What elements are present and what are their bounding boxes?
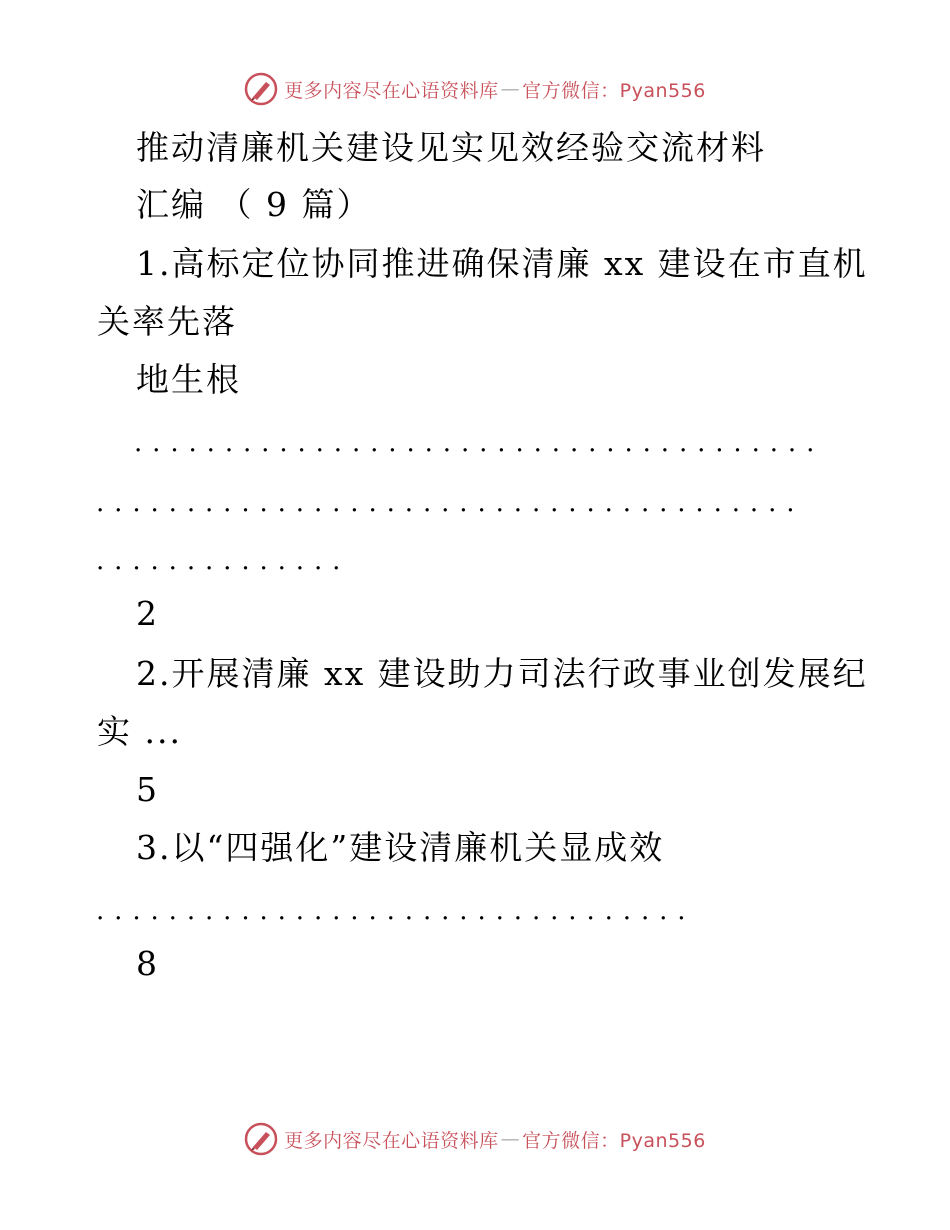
toc-item-1-line-2: 关率先落 — [97, 302, 237, 341]
toc-item-1-line-1: 1.高标定位协同推进确保清廉 xx 建设在市直机 — [136, 244, 868, 283]
toc-item-1-leader-dots-2: ....................................... — [96, 488, 805, 518]
toc-item-3-page-number: 8 — [136, 944, 159, 983]
toc-item-2-line-2: 实 ... — [97, 712, 182, 751]
document-title-line-1: 推动清廉机关建设见实见效经验交流材料 — [136, 128, 766, 167]
toc-item-1-page-number: 2 — [136, 594, 159, 633]
watermark-main-text: 更多内容尽在心语资料库 — [284, 1129, 499, 1152]
pen-logo-icon — [244, 72, 278, 106]
header-watermark — [0, 72, 950, 106]
toc-item-3-leader-dots: ................................. — [96, 896, 696, 926]
footer-watermark — [0, 1122, 950, 1156]
watermark-main-text: 更多内容尽在心语资料库 — [284, 79, 499, 102]
watermark-wechat-text: 官方微信：Pyan556 — [522, 79, 706, 102]
pen-logo-icon — [244, 1122, 278, 1156]
toc-item-3-line-1: 3.以“四强化”建设清廉机关显成效 — [136, 828, 665, 867]
toc-item-2-page-number: 5 — [136, 770, 159, 809]
watermark-dash: — — [500, 1128, 521, 1150]
watermark-wechat-text: 官方微信：Pyan556 — [522, 1129, 706, 1152]
toc-item-1-leader-dots-1: ...................................... — [134, 428, 825, 458]
document-title-line-2: 汇编 （ 9 篇） — [136, 185, 372, 224]
toc-item-1-leader-dots-3: .............. — [96, 546, 351, 576]
watermark-dash: — — [500, 78, 521, 100]
toc-item-1-line-3: 地生根 — [136, 360, 241, 399]
toc-item-2-line-1: 2.开展清廉 xx 建设助力司法行政事业创发展纪 — [136, 654, 868, 693]
